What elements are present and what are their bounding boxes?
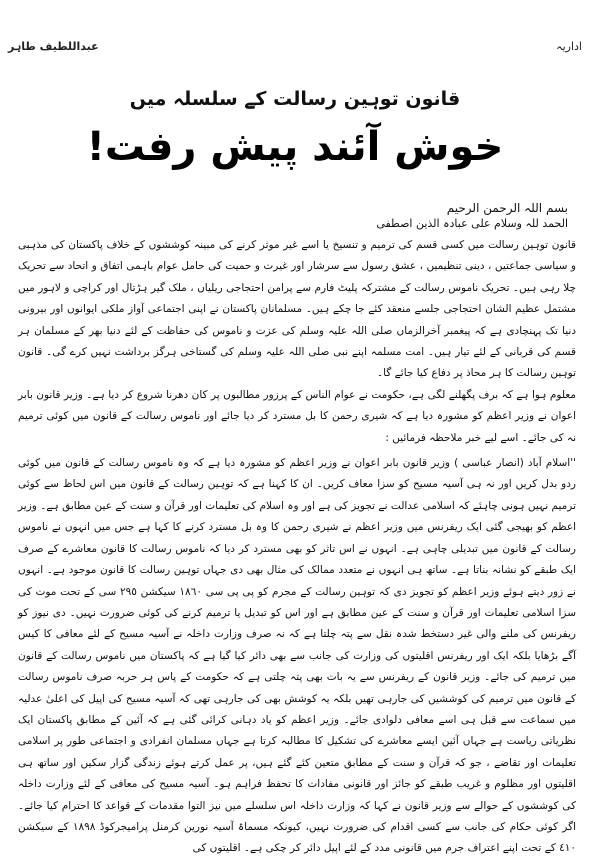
basmala: بسم اللہ الرحمن الرحیم (446, 201, 568, 215)
paragraph: معلوم ہوا ہے کہ برف پگھلنے لگی ہے، حکومت نے عوام الناس کے پرزور مطالبوں پر کان دھرنا شروع کر دیا ہے۔ وزیر قانون بابر اعوان نے وزیر اعظم کو مشورہ دیا ہے کہ شیری رحمن کا بل مسترد کر دیا جائے اور ناموس رسالت کے قانون میں کوئی ترمیم نہ کی جائے۔ اسے لیے خبر ملاحظہ فرمائیں : (18, 388, 576, 444)
salutation: الحمد للہ وسلام علی عبادہ الذین اصطفی (376, 217, 568, 230)
section-label: اداریہ (556, 40, 582, 53)
news-quote: ''اسلام آباد (انصار عباسی ) وزیر قانون بابر اعوان نے وزیر اعظم کو مشورہ دیا ہے کہ وہ ناموس رسالت کے قانون میں کوئی ردو بدل کریں اور نہ ہی آسیہ مسیح کو سزا معاف کریں۔ ان کا کہنا ہے کہ توہین رسالت کے قانون میں اس لحاظ سے کوئی ترمیم نہیں ہونی چاہئے کہ اسلامی عدالت نے تجویز کی ہے اور وہ اسلام کی تعلیمات اور قرآن و سنت کے عین مطابق ہے۔ وزیر اعظم کو بھیجی گئی ایک ریفرنس میں وزیر اعظم نے شیری رحمن کا وہ بل مسترد کرنے کا کہا ہے جس میں انہوں نے ناموس رسالت کے قانون میں تبدیلی چاہی ہے۔ انہوں نے اس تاثر کو بھی مسترد کر دیا کہ ناموس رسالت کا قانون معاشرے کے صرف ایک طبقے کو نشانہ بناتا ہے۔ ساتھ ہی انہوں نے متعدد ممالک کی مثال بھی دی جہاں توہین رسالت کا قانون موجود ہے۔ انہوں نے زور دیتے ہوئے وزیر اعظم کو تجویز دی کہ توہین رسالت کے مجرم کو پی پی سی ١٨٦٠ سیکشن ٢٩٥ سی کے تحت موت کی سزا اسلامی تعلیمات اور قرآن و سنت کے عین مطابق ہے اور اس کو تبدیل یا ترمیم کرنے کی کوئی ضرورت نہیں۔ دی نیوز کو ریفرنس کی ملنے والی غیر دستخط شدہ نقل سے پتہ چلتا ہے کہ نہ صرف وزارت داخلہ نے آسیہ مسیح کے لئے معافی کا کیس آگے بڑھایا بلکہ ایک اور ریفرنس اقلیتوں کی وزارت کی جانب سے بھی دائر کیا گیا ہے کہ پاکستان میں ناموس رسالت کے قانون میں ترمیم کی جائے۔ وزیر قانون کے ریفرنس سے یہ بات بھی پتہ چلتی ہے کہ حکومت کے پاس ہر حربہ صرف ناموس رسالت کے قانون میں ترمیم کی کوششیں کی جارہی تھیں بلکہ یہ کوشش بھی کی جارہی تھی کہ آسیہ مسیح کی اپیل کی اعلیٰ عدلیہ میں سماعت سے قبل ہی اسے معافی دلوادی جائے۔ وزیر اعظم کو یاد دہانی کرائی گئی ہے کہ آئین کے مطابق پاکستان ایک نظریاتی ریاست ہے جہاں آئین ایسے معاشرے کی تشکیل کا مطالبہ کرتا ہے جہاں مسلمان انفرادی و اجتماعی طور پر اسلامی تعلیمات اور تقاضے ، جو کہ قرآن و سنت کے مطابق متعین کئے گئے ہیں، پر عمل کرتے ہوئے زندگی گزار سکیں اور ساتھ ہی اقلیتوں اور مظلوم و غریب طبقے کو جائز اور قانونی مفادات کا تحفظ فراہم ہو۔ آسیہ مسیح کی معافی کے لئے وزارت داخلہ کی کوششوں کے حوالے سے وزیر قانون نے کہا کہ وزارت داخلہ اس سلسلے میں نیز التوا مقدمات کے قواعد کا احترام کیا جائے۔ اگر کوئی حکام کی جانب سے کسی اقدام کی ضرورت نہیں، کیونکہ مسماۃ آسیہ نورین کرمنل پرامیجرکوڈ ١٨٩٨ کے سیکشن ٤١٠ کے تحت اپنے اعتراف جرم میں قانونی مدد کے لئے اپیل دائر کر چکی ہے۔ اقلیتوں کی (18, 457, 576, 855)
paragraph: قانون توہین رسالت میں کسی قسم کی ترمیم و تنسیخ یا اسے غیر موثر کرنے کی مبینہ کوششوں کے خلاف پاکستان کی مذہبی و سیاسی جماعتیں ، دینی تنظیمیں ، عشق رسول سے سرشار اور غیرت و حمیت کی حامل عوام باہمی اتفاق و اتحاد سے تحریک چلا رہی ہیں۔ تحریک ناموس رسالت کے مشترکہ پلیٹ فارم سے پرامن احتجاجی ریلیاں ، ملک گیر ہڑتال اور کراچی و لاہور میں مشتمل عظیم الشان احتجاجی جلسے منعقد کئے جا چکے ہیں۔ مسلمانان پاکستان نے اپنی اجتماعی آواز ملکی ایوانوں اور بیرونی دنیا تک پہنچادی ہے کہ پیغمبر آخرالزماں صلی اللہ علیہ وسلم کی عزت و ناموس کی حفاظت کے لئے دنیا بھر کے مسلمان ہر قسم کی قربانی کے لئے تیار ہیں۔ امت مسلمہ اپنے نبی صلی اللہ علیہ وسلم کی گستاخی ہرگز برداشت نہیں کرے گی۔ قانون توہین رسالت کا ہر محاذ پر دفاع کیا جائے گا۔ (18, 239, 576, 380)
author-name: عبداللطیف طاہر (8, 40, 99, 53)
kicker-title: قانون توہین رسالت کے سلسلہ میں (129, 88, 461, 110)
headline: خوش آئند پیش رفت! (86, 124, 504, 170)
article-body (18, 235, 576, 860)
